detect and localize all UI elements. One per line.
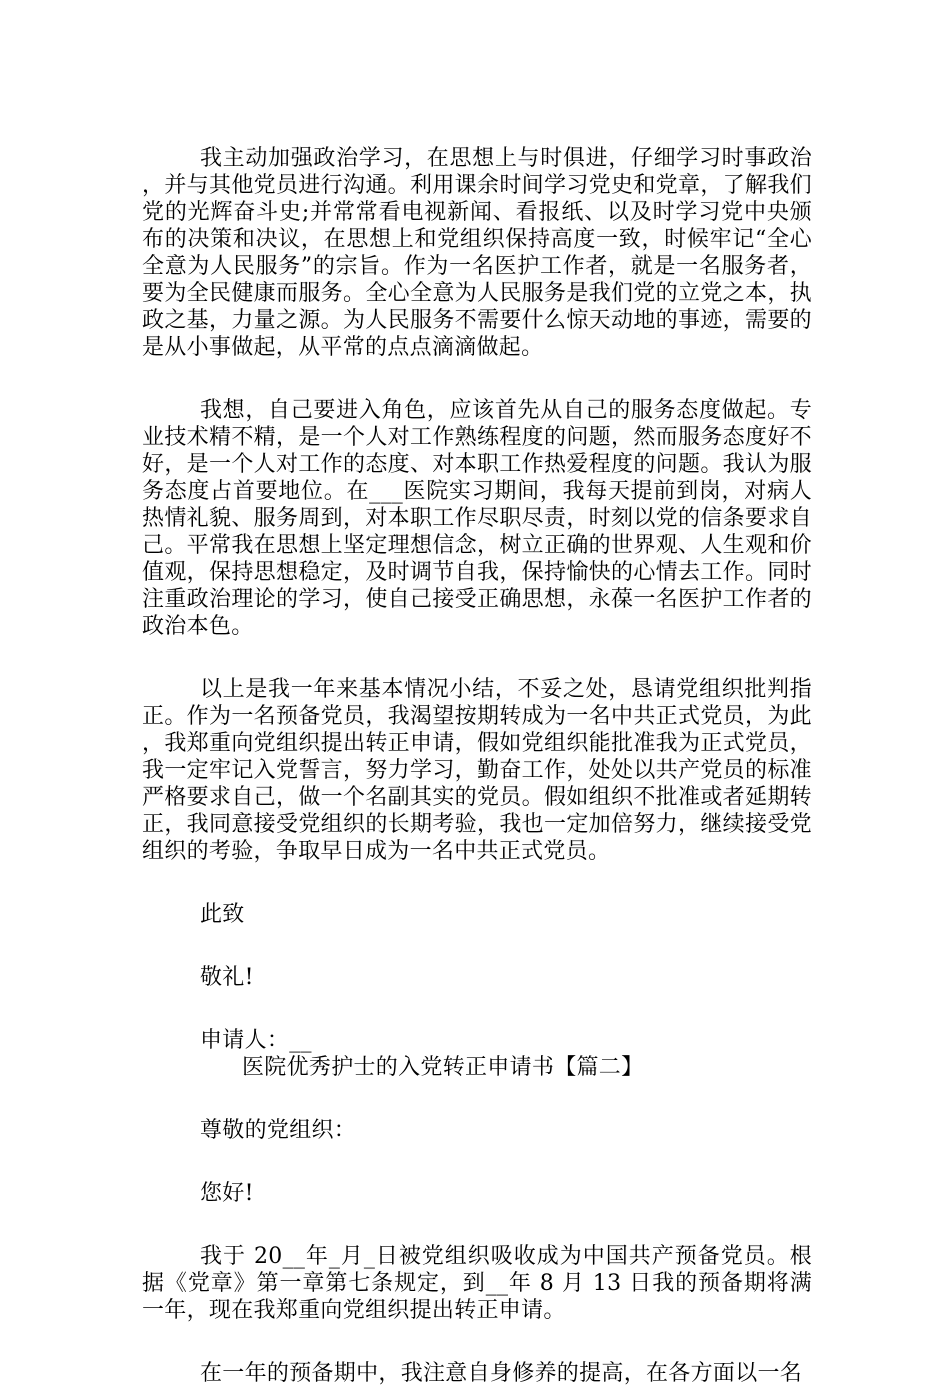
- salutation-line: 尊敬的党组织：: [200, 1118, 357, 1143]
- document-body: [142, 145, 812, 1387]
- greeting-line: 您好!: [200, 1181, 254, 1206]
- closing-line-1: 此致: [200, 902, 245, 927]
- paragraph-study: 我主动加强政治学习，在思想上与时俱进，仔细学习时事政治，并与其他党员进行沟通。利用课余时间学习党史和党章，了解我们党的光辉奋斗史;并常常看电视新闻、看报纸、以及时学习党中央颁布的决策和决议，在思想上和党组织保持高度一致，时候牢记“全心全意为人民服务”的宗旨。作为一名医护工作者，就是一名服务者，要为全民健康而服务。全心全意为人民服务是我们党的立党之本，执政之基，力量之源。为人民服务不需要什么惊天动地的事迹，需要的是从小事做起，从平常的点点滴滴做起。: [142, 146, 812, 360]
- applicant-line: 申请人：__: [200, 1028, 312, 1053]
- paragraph-self-cultivation: 在一年的预备期中，我注意自身修养的提高，在各方面以一名: [200, 1361, 803, 1386]
- closing-line-2: 敬礼!: [200, 965, 254, 990]
- section-title-part-two: 医院优秀护士的入党转正申请书【篇二】: [242, 1055, 644, 1080]
- paragraph-service-attitude: 我想，自己要进入角色，应该首先从自己的服务态度做起。专业技术精不精，是一个人对工作熟练程度的问题，然而服务态度好不好，是一个人对工作的态度、对本职工作热爱程度的问题。我认为服务态度占首要地位。在___医院实习期间，我每天提前到岗，对病人热情礼貌、服务周到，对本职工作尽职尽责，时刻以党的信条要求自己。平常我在思想上坚定理想信念，树立正确的世界观、人生观和价值观，保持思想稳定，及时调节自我，保持愉快的心情去工作。同时注重政治理论的学习，使自己接受正确思想，永葆一名医护工作者的政治本色。: [142, 398, 812, 639]
- paragraph-summary: 以上是我一年来基本情况小结，不妥之处，恳请党组织批判指正。作为一名预备党员，我渴望按期转成为一名中共正式党员，为此，我郑重向党组织提出转正申请，假如党组织能批准我为正式党员，我一定牢记入党誓言，努力学习，勤奋工作，处处以共产党员的标准严格要求自己，做一个名副其实的党员。假如组织不批准或者延期转正，我同意接受党组织的长期考验，我也一定加倍努力，继续接受党组织的考验，争取早日成为一名中共正式党员。: [142, 677, 812, 864]
- paragraph-probation: 我于 20__年_月_日被党组织吸收成为中国共产预备党员。根据《党章》第一章第七条规定，到__年 8 月 13 日我的预备期将满一年，现在我郑重向党组织提出转正申请。: [142, 1244, 812, 1323]
